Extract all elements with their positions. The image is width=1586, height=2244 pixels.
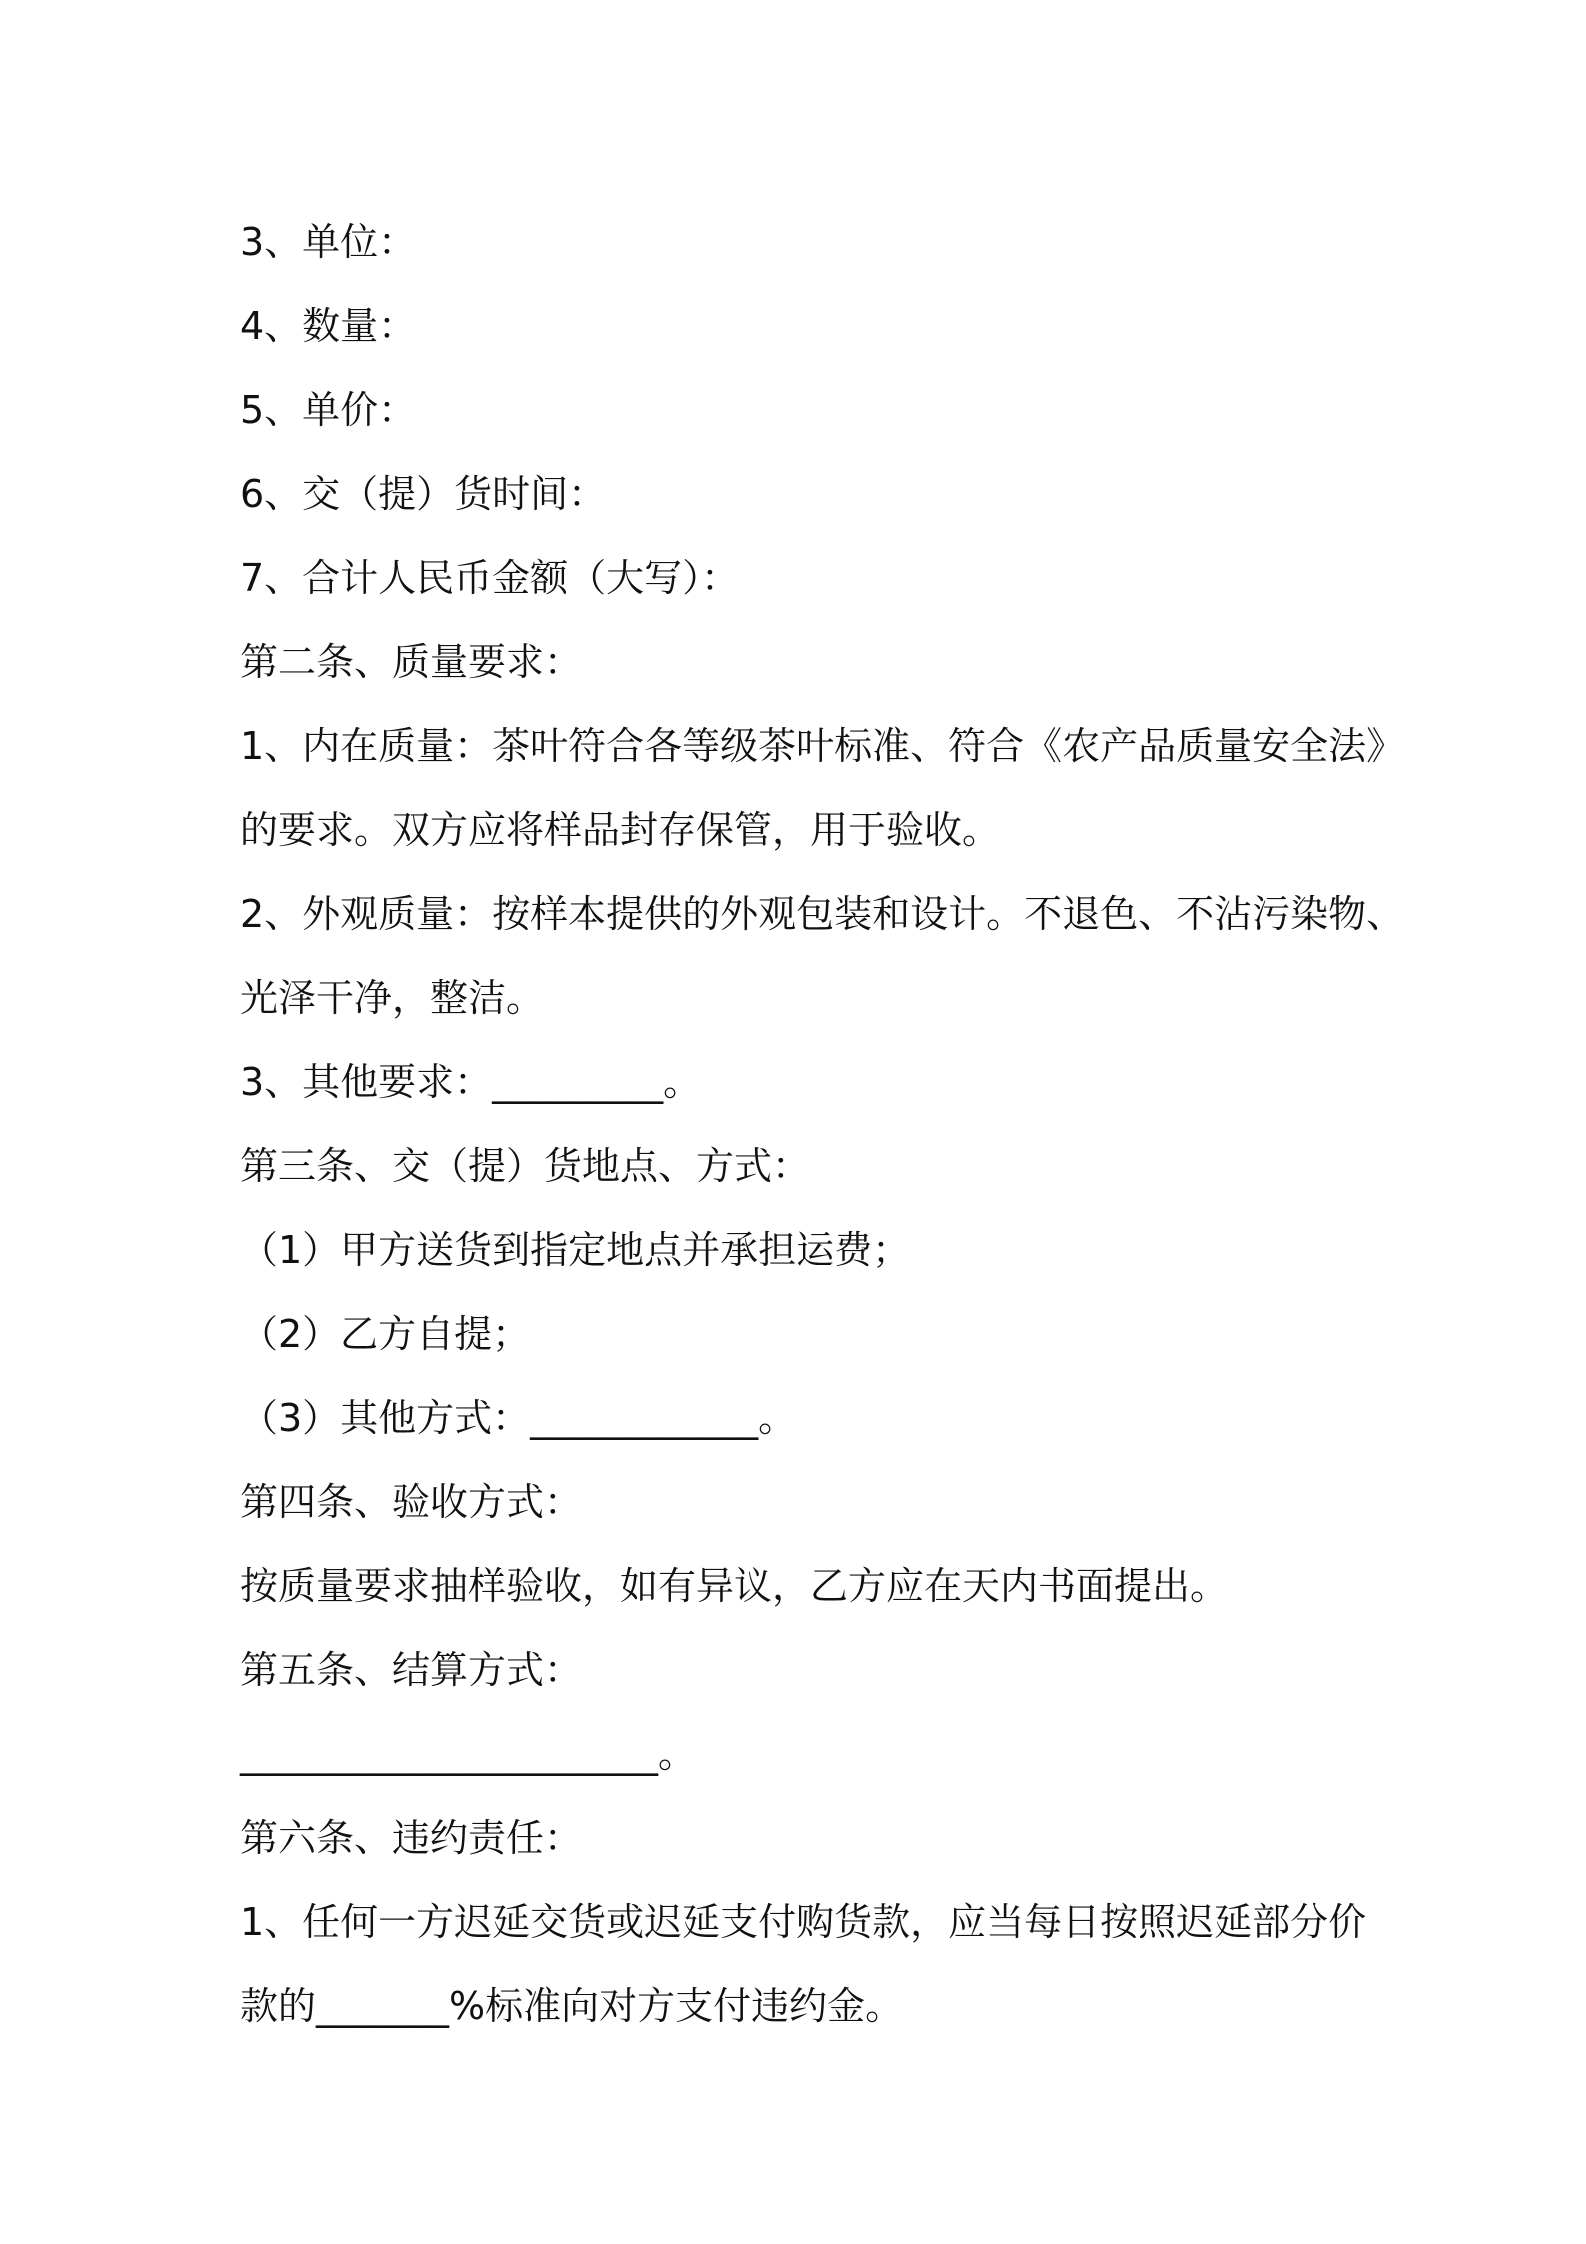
article-5-heading: 第五条、结算方式： <box>240 1648 583 1692</box>
quality-intrinsic-line1: 1、内在质量：茶叶符合各等级茶叶标准、符合《农产品质量安全法》 <box>240 724 1405 768</box>
settlement-blank: ______________________。 <box>240 1732 697 1776</box>
quality-intrinsic-line2: 的要求。双方应将样品封存保管，用于验收。 <box>240 808 1001 852</box>
delivery-option-2: （2）乙方自提； <box>240 1312 531 1356</box>
item-unit-price: 5、单价： <box>240 388 417 432</box>
liability-line2: 款的_______%标准向对方支付违约金。 <box>240 1984 904 2028</box>
inspection-text: 按质量要求抽样验收，如有异议，乙方应在天内书面提出。 <box>240 1564 1229 1608</box>
item-total-amount: 7、合计人民币金额（大写）： <box>240 556 740 600</box>
article-6-heading: 第六条、违约责任： <box>240 1816 583 1860</box>
item-quantity: 4、数量： <box>240 304 417 348</box>
article-4-heading: 第四条、验收方式： <box>240 1480 583 1524</box>
article-3-heading: 第三条、交（提）货地点、方式： <box>240 1144 811 1188</box>
quality-appearance-line1: 2、外观质量：按样本提供的外观包装和设计。不退色、不沾污染物、 <box>240 892 1405 936</box>
liability-line1: 1、任何一方迟延交货或迟延支付购货款，应当每日按照迟延部分价 <box>240 1900 1367 1944</box>
quality-appearance-line2: 光泽干净，整洁。 <box>240 976 545 1020</box>
delivery-option-1: （1）甲方送货到指定地点并承担运费； <box>240 1228 911 1272</box>
delivery-option-3: （3）其他方式：____________。 <box>240 1396 797 1440</box>
document-body <box>240 200 1405 2048</box>
item-delivery-time: 6、交（提）货时间： <box>240 472 607 516</box>
quality-other: 3、其他要求：_________。 <box>240 1060 702 1104</box>
article-2-heading: 第二条、质量要求： <box>240 640 583 684</box>
item-unit: 3、单位： <box>240 220 417 264</box>
